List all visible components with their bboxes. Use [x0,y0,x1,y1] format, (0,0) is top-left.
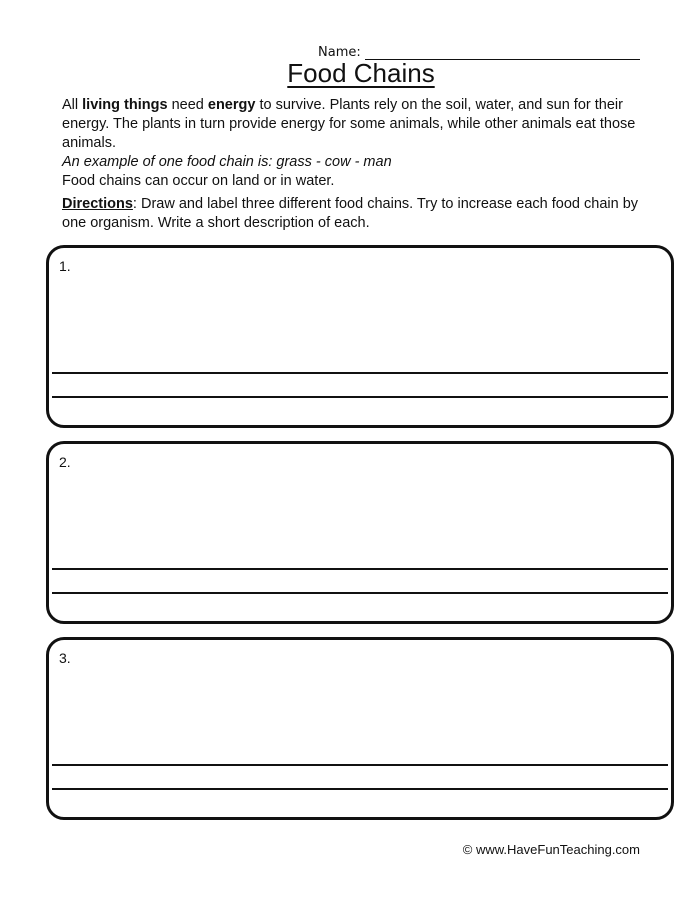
writing-line[interactable] [52,396,668,398]
writing-line[interactable] [52,592,668,594]
example-text: An example of one food chain is: grass - cow - man [62,154,392,170]
intro-text [62,96,662,191]
directions [62,195,662,233]
copyright-footer: © www.HaveFunTeaching.com [462,842,640,857]
intro-text-part: need [167,97,208,113]
directions-label: Directions [62,196,133,212]
intro-bold-energy: energy [207,97,256,113]
intro-text-part: All [62,97,83,113]
intro-text-part: to survive. Plants rely on the soil, water, and sun for their energy. The plants in turn provide energy for some animals, while other animals eat those animals. [62,97,636,151]
intro-example [62,153,662,172]
writing-line[interactable] [52,568,668,570]
writing-line[interactable] [52,372,668,374]
box-number: 3. [59,650,71,666]
box-number: 1. [59,258,71,274]
writing-line[interactable] [52,764,668,766]
directions-text: : Draw and label three different food chains. Try to increase each food chain by one organism. Write a short description of each. [62,196,639,231]
food-chain-box-3[interactable] [46,637,674,820]
writing-line[interactable] [52,788,668,790]
food-chain-box-2[interactable] [46,441,674,624]
intro-bold-living-things: living things [82,97,168,113]
page-title: Food Chains [287,58,435,88]
name-label: Name: [318,45,361,60]
name-field[interactable] [318,40,640,60]
intro-note: Food chains can occur on land or in water. [62,173,335,189]
box-number: 2. [59,454,71,470]
food-chain-box-1[interactable] [46,245,674,428]
intro-paragraph [62,96,662,153]
